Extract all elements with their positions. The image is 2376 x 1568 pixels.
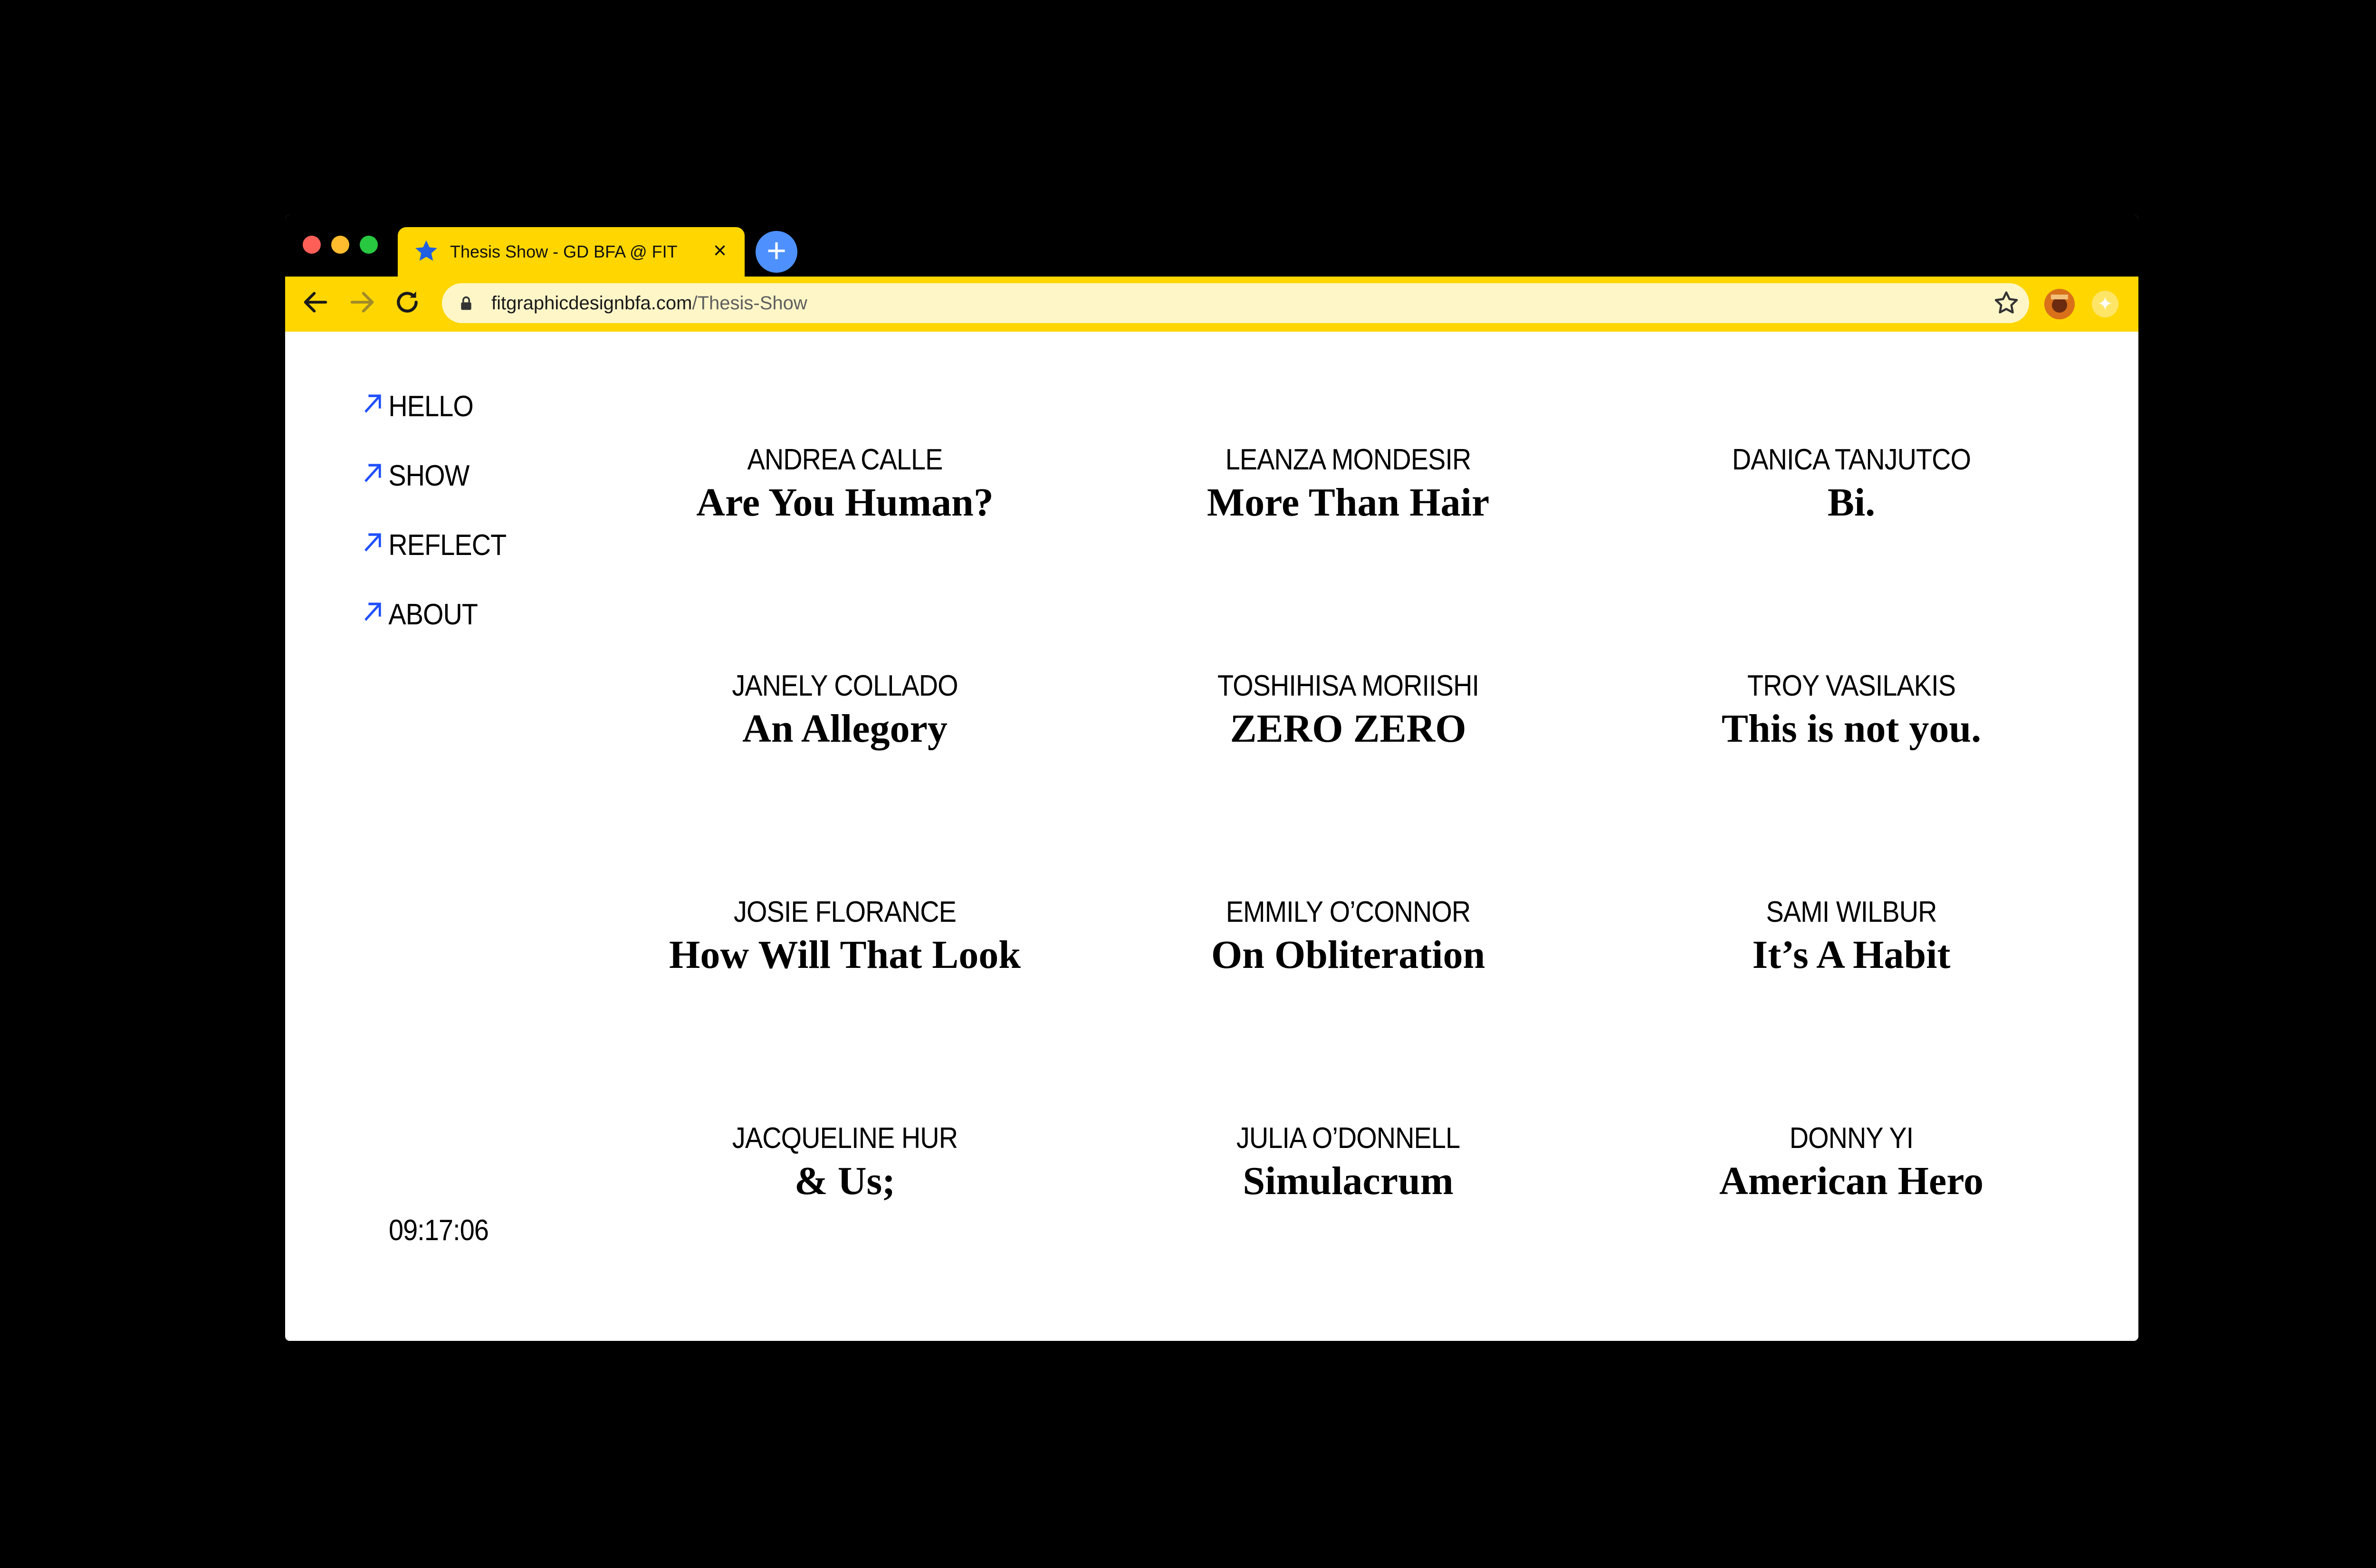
tab-close-icon[interactable]: ×	[713, 238, 727, 263]
project-card[interactable]	[1604, 668, 2098, 753]
browser-toolbar	[285, 277, 2138, 329]
lock-icon	[460, 296, 472, 311]
project-card[interactable]	[598, 442, 1092, 526]
nav-label: SHOW	[388, 459, 469, 492]
nav-link-about[interactable]	[360, 596, 478, 634]
student-name: TROY VASILAKIS	[1747, 669, 1956, 702]
project-card[interactable]	[1604, 442, 2098, 526]
project-card[interactable]	[1101, 668, 1595, 753]
arrow-up-right-icon	[360, 390, 385, 418]
project-title[interactable]: Simulacrum	[1243, 1159, 1454, 1203]
project-card[interactable]	[598, 668, 1092, 753]
project-card[interactable]	[1604, 1120, 2098, 1205]
project-card[interactable]	[1101, 1120, 1595, 1205]
project-title[interactable]: Bi.	[1827, 480, 1876, 525]
nav-link-reflect[interactable]	[360, 526, 506, 564]
reload-icon[interactable]	[392, 287, 422, 317]
avatar-image	[2044, 289, 2075, 319]
project-card[interactable]	[1101, 442, 1595, 526]
new-tab-button[interactable]: +	[756, 231, 797, 273]
window-minimize-button[interactable]	[331, 236, 349, 254]
project-title[interactable]: Are You Human?	[696, 480, 994, 525]
student-name: LEANZA MONDESIR	[1225, 443, 1471, 476]
arrow-up-right-icon	[360, 598, 385, 626]
student-name: JACQUELINE HUR	[732, 1122, 958, 1155]
project-title[interactable]: An Allegory	[742, 707, 948, 751]
address-bar[interactable]	[442, 283, 2029, 323]
nav-link-show[interactable]	[360, 457, 469, 495]
project-title[interactable]: American Hero	[1719, 1159, 1983, 1203]
project-card[interactable]	[1101, 894, 1595, 979]
project-title[interactable]: More Than Hair	[1207, 480, 1490, 525]
project-title[interactable]: How Will That Look	[669, 933, 1021, 977]
student-name: JOSIE FLORANCE	[734, 896, 956, 928]
avatar[interactable]	[2044, 289, 2075, 319]
project-title[interactable]: ZERO ZERO	[1230, 707, 1466, 751]
url-path: /Thesis-Show	[692, 293, 807, 314]
clock: 09:17:06	[389, 1214, 489, 1247]
student-name: TOSHIHISA MORIISHI	[1217, 669, 1479, 702]
page-content	[285, 332, 2138, 1341]
url-domain: fitgraphicdesignbfa.com	[491, 293, 692, 314]
project-title[interactable]: & Us;	[794, 1159, 896, 1203]
browser-window	[285, 215, 2138, 1341]
nav-label: HELLO	[388, 390, 473, 423]
arrow-left-icon[interactable]	[300, 287, 331, 317]
extension-icon[interactable]: ✦	[2092, 291, 2118, 317]
project-card[interactable]	[598, 1120, 1092, 1205]
arrow-right-icon[interactable]	[347, 287, 377, 317]
bookmark-star-icon[interactable]	[1992, 289, 2021, 317]
project-card[interactable]	[598, 894, 1092, 979]
student-name: DONNY YI	[1789, 1122, 1914, 1155]
student-name: EMMILY O’CONNOR	[1226, 896, 1471, 928]
url-text	[491, 293, 807, 314]
window-maximize-button[interactable]	[360, 236, 378, 254]
nav-link-hello[interactable]	[360, 388, 473, 426]
nav-label: ABOUT	[388, 598, 478, 631]
student-name: JANELY COLLADO	[732, 669, 958, 702]
project-title[interactable]: This is not you.	[1721, 707, 1982, 751]
project-title[interactable]: On Obliteration	[1211, 933, 1485, 977]
student-name: DANICA TANJUTCO	[1732, 443, 1971, 476]
tab-thesis-show[interactable]	[398, 227, 745, 277]
star-icon	[413, 238, 440, 264]
student-name: ANDREA CALLE	[747, 443, 943, 476]
student-name: JULIA O’DONNELL	[1236, 1122, 1460, 1155]
nav-label: REFLECT	[388, 529, 507, 562]
arrow-up-right-icon	[360, 528, 385, 557]
project-card[interactable]	[1604, 894, 2098, 979]
window-close-button[interactable]	[303, 236, 321, 254]
arrow-up-right-icon	[360, 459, 385, 488]
project-title[interactable]: It’s A Habit	[1752, 933, 1951, 977]
tab-title: Thesis Show - GD BFA @ FIT	[450, 242, 678, 261]
tab-strip	[285, 215, 2138, 277]
student-name: SAMI WILBUR	[1766, 896, 1937, 928]
